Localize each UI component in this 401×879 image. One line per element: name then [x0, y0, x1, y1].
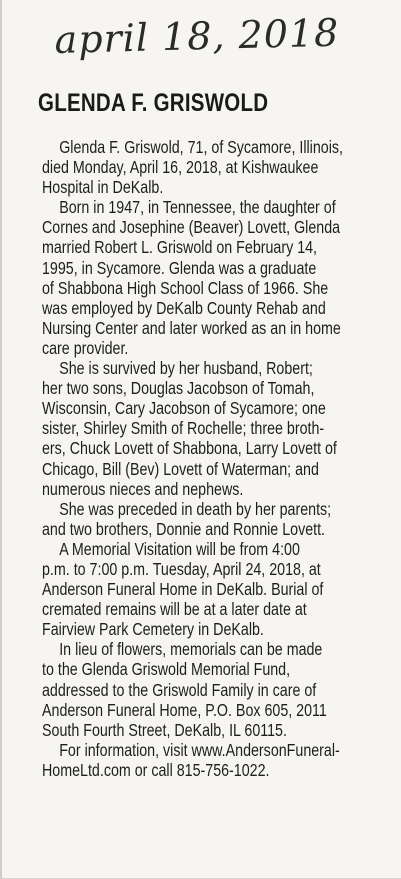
obituary-text-line: HomeLtd.com or call 815-756-1022.	[42, 759, 270, 780]
obituary-text-line: 1995, in Sycamore. Glenda was a graduate	[42, 257, 317, 278]
obituary-text-line: numerous nieces and nephews.	[42, 478, 244, 499]
obituary-text-line: Cornes and Josephine (Beaver) Lovett, Glenda	[42, 217, 341, 238]
obituary-text-line: p.m. to 7:00 p.m. Tuesday, April 24, 2018, at	[42, 558, 321, 579]
obituary-text-line: South Fourth Street, DeKalb, IL 60115.	[42, 719, 287, 740]
obituary-text-line: died Monday, April 16, 2018, at Kishwaukee	[42, 157, 319, 178]
obituary-body	[42, 137, 395, 780]
obituary-text-line: Anderson Funeral Home, P.O. Box 605, 2011	[42, 699, 327, 720]
obituary-text-line: care provider.	[42, 337, 129, 358]
obituary-text-line: to the Glenda Griswold Memorial Fund,	[42, 659, 291, 680]
obituary-text-line: Wisconsin, Cary Jacobson of Sycamore; one	[42, 398, 326, 419]
obituary-text-line: was employed by DeKalb County Rehab and	[42, 297, 326, 318]
obituary-text-line: Fairview Park Cemetery in DeKalb.	[42, 619, 264, 640]
obituary-text-line: In lieu of flowers, memorials can be made	[59, 639, 323, 660]
obituary-text-line: and two brothers, Donnie and Ronnie Lovett.	[42, 518, 326, 539]
obituary-text-line: Nursing Center and later worked as an in home	[42, 317, 341, 338]
obituary-name-heading: GLENDA F. GRISWOLD	[38, 89, 269, 117]
obituary-text-line: She is survived by her husband, Robert;	[59, 358, 313, 379]
obituary-text-line: cremated remains will be at a later date at	[42, 599, 307, 620]
obituary-text-line: her two sons, Douglas Jacobson of Tomah,	[42, 378, 315, 399]
obituary-text-line: of Shabbona High School Class of 1966. She	[42, 277, 329, 298]
obituary-text-line: Hospital in DeKalb.	[42, 177, 164, 198]
obituary-text-line: Chicago, Bill (Bev) Lovett of Waterman; and	[42, 458, 319, 479]
obituary-text-line: For information, visit www.AndersonFuneral-	[59, 739, 340, 760]
handwritten-date: april 18, 2018	[54, 10, 340, 62]
obituary-text-line: She was preceded in death by her parents;	[59, 498, 332, 519]
obituary-text-line: A Memorial Visitation will be from 4:00	[59, 538, 300, 559]
obituary-text-line: Glenda F. Griswold, 71, of Sycamore, Illinois,	[59, 137, 343, 157]
obituary-text-line: addressed to the Griswold Family in care of	[42, 679, 317, 700]
obituary-text-line: Born in 1947, in Tennessee, the daughter of	[59, 197, 336, 218]
obituary-text-line: ers, Chuck Lovett of Shabbona, Larry Lovett of	[42, 438, 337, 459]
obituary-text-line: married Robert L. Griswold on February 14,	[42, 237, 318, 258]
obituary-text-line: Anderson Funeral Home in DeKalb. Burial of	[42, 579, 324, 600]
obituary-text-line: sister, Shirley Smith of Rochelle; three broth-	[42, 418, 325, 439]
